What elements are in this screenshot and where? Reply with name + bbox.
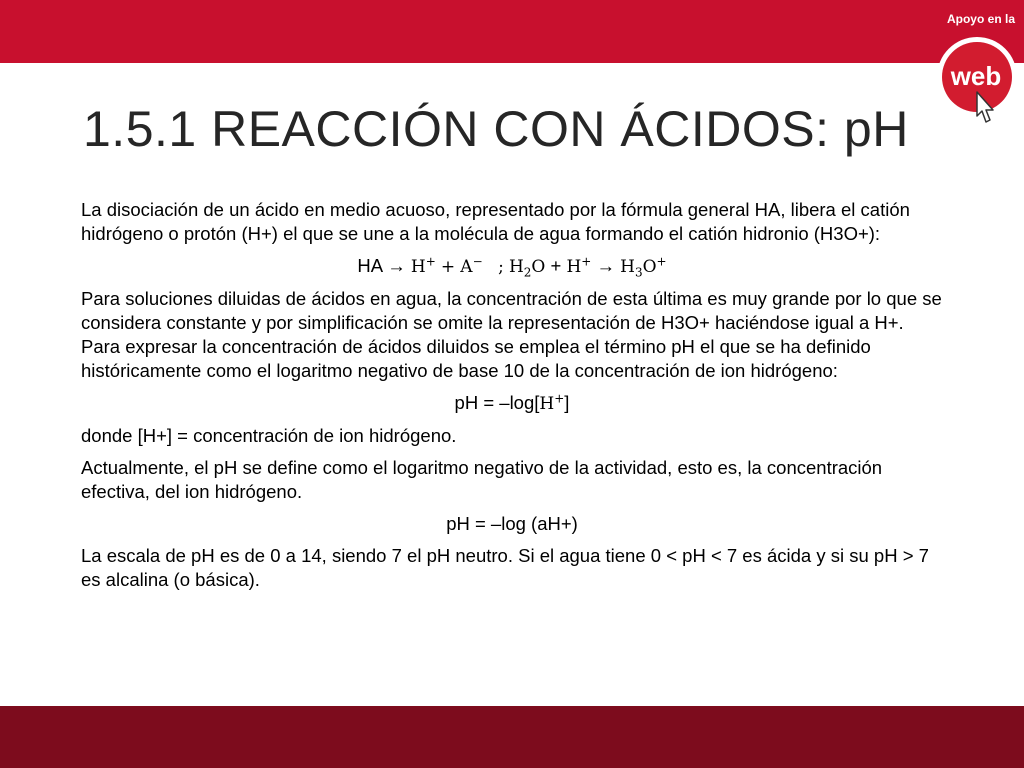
paragraph-dissociation: La disociación de un ácido en medio acuoso, representado por la fórmula general HA, libera el catión hidrógeno o protón (H+) el que se une a la molécula de agua formando el catión hidronio (H3O+): bbox=[81, 199, 910, 244]
paragraph-activity: Actualmente, el pH se define como el logaritmo negativo de la actividad, esto es, la concentración efectiva, del ion hidrógeno. bbox=[81, 457, 883, 502]
eq-plus: + bbox=[440, 257, 456, 277]
eq-hydronium-h: H bbox=[620, 257, 635, 277]
bottom-banner bbox=[0, 706, 1024, 768]
slide-body bbox=[81, 198, 943, 600]
eq-a: A bbox=[460, 257, 473, 277]
eq-hydronium-charge: + bbox=[656, 254, 667, 269]
paragraph-ph-definition: Para soluciones diluidas de ácidos en agua, la concentración de esta última es muy grande por lo que se considera constante y por simplificación se omite la representación de H3O+ haciéndose igual a H+. Para expresar la concentración de ácidos diluidos se emplea el término pH el que se ha definido históricamente como el logaritmo negativo de base 10 de la concentración de ion hidrógeno: bbox=[81, 288, 942, 381]
equation-activity: pH = –log (aH+) bbox=[446, 513, 578, 534]
eq-h-charge: + bbox=[425, 254, 436, 269]
slide-title: 1.5.1 REACCIÓN CON ÁCIDOS: pH bbox=[83, 101, 909, 157]
eq-h: H bbox=[410, 257, 426, 277]
logo-word: web bbox=[950, 61, 1002, 91]
eq-h-2-charge: + bbox=[581, 254, 592, 269]
eq-water-o: O bbox=[531, 257, 546, 277]
eq-hydronium-sub: 3 bbox=[634, 265, 643, 280]
eq-ph-charge: + bbox=[554, 391, 565, 406]
eq-separator: ; bbox=[498, 257, 504, 277]
eq-water-h: H bbox=[508, 257, 524, 277]
eq-ph-h: H bbox=[539, 394, 555, 414]
eq-a-charge: − bbox=[472, 254, 483, 269]
eq-hydronium-o: O bbox=[642, 257, 657, 277]
eq-ha: HA → bbox=[357, 255, 406, 276]
eq-ph-close: ] bbox=[564, 392, 570, 413]
logo-caption: Apoyo en la bbox=[946, 12, 1015, 26]
eq-ph-prefix: pH = –log[ bbox=[454, 392, 540, 413]
eq-water-sub: 2 bbox=[523, 265, 532, 280]
top-banner bbox=[0, 0, 1024, 63]
eq-plus-2: + bbox=[550, 255, 562, 276]
paragraph-where: donde [H+] = concentración de ion hidrógeno. bbox=[81, 425, 457, 446]
paragraph-scale: La escala de pH es de 0 a 14, siendo 7 el pH neutro. Si el agua tiene 0 < pH < 7 es ácida y si su pH > 7 es alcalina (o básica). bbox=[81, 545, 929, 590]
eq-arrow: → bbox=[596, 255, 615, 276]
eq-h-2: H bbox=[566, 257, 582, 277]
equation-dissociation bbox=[81, 254, 943, 279]
equation-ph bbox=[81, 391, 943, 416]
